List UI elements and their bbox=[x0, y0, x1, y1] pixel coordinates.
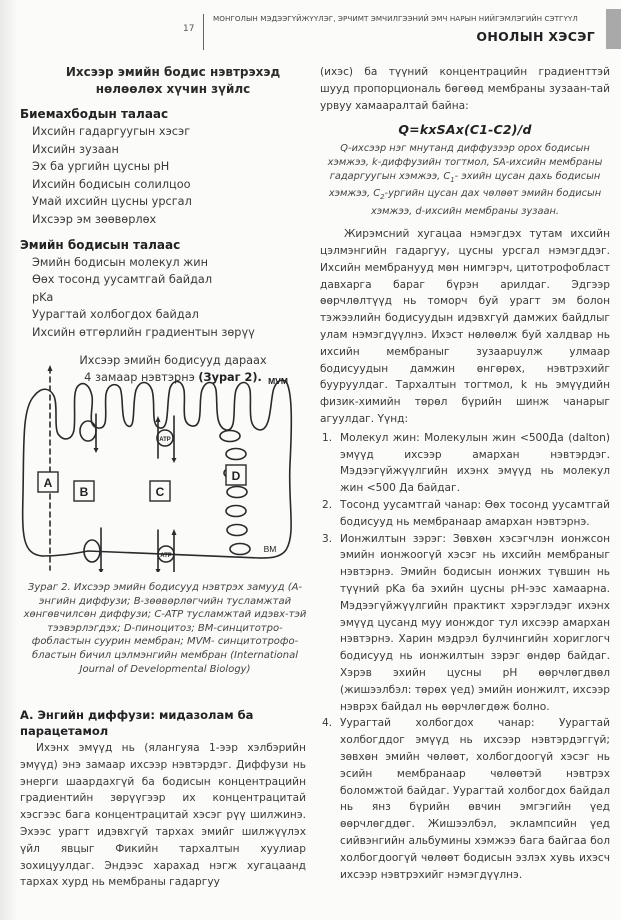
list-item: Ихсээр эм зөөвөрлөх bbox=[32, 212, 157, 226]
list-number: 3. bbox=[322, 532, 333, 545]
list-number: 2. bbox=[322, 499, 333, 512]
list-number: 4. bbox=[322, 717, 333, 730]
section-a-heading: A. Энгийн диффузи: мидазолам ба парацетамол bbox=[20, 708, 254, 738]
list-item: Умай ихсийн цусны урсгал bbox=[32, 195, 192, 209]
section-tab-marker bbox=[606, 9, 621, 49]
label-c: C bbox=[155, 485, 165, 499]
vesicle bbox=[220, 431, 240, 442]
mvm-membrane bbox=[23, 380, 292, 558]
subscript: 2 bbox=[380, 193, 385, 202]
factors-title-line-2: нөлөөлөх хүчин зүйлс bbox=[95, 82, 251, 96]
figure-intro-line-1: Ихсээр эмийн бодисууд дараах bbox=[79, 353, 267, 367]
figure-caption: Зураг 2. Ихсээр эмийн бодисууд нэвтрэх замууд (A-энгийн диффузи; B-зөөвөрлөгчийн тусламжтай хөнгөвчилсөн диффузи; C-ATP тусламжтай идэвх-тэй тээвэрлэгдэх; D-пиноцитоз; BM-синцитотро-фобластын суурин мембран; MVM- синцитотрофо-бластын бичил цэлмэнгийн мембран (International Journal of Developmental Biology) bbox=[23, 582, 307, 675]
list-item: Ихсийн зузаан bbox=[32, 142, 119, 156]
drug-factors-list bbox=[20, 254, 308, 342]
page-number: 17 bbox=[183, 24, 195, 34]
list-item bbox=[320, 497, 610, 531]
section-a-paragraph: Ихэнх эмүүд нь (ялангуяа 1-ээр хэлбэрийн эмүүд) энэ замаар ихсээр нэвтэрдэг. Диффузи нь энерги шаардахгүй ба бодисын концентрацийн градиентийн зөрүүгээр их концентрацитай хэсгээс бага концентрацитай хэсэг рүү шилжинэ. Эхээс урагт идэвхгүй тархах эмийг шилжүүлэх үйл явцыг Фикийн тархалтын хуулиар зохицуулдаг. Эндээс харахад нэгж хугацаанд тархах хурд нь мембраны гадаргуу bbox=[20, 742, 306, 889]
drug-factors-heading: Эмийн бодисын талаас bbox=[20, 237, 181, 252]
label-bm: BM bbox=[263, 544, 277, 554]
header-divider bbox=[203, 14, 204, 50]
vesicle bbox=[230, 544, 250, 555]
left-column bbox=[20, 64, 308, 889]
arrow-up-icon bbox=[172, 529, 177, 535]
bm-membrane bbox=[42, 551, 260, 558]
placenta-transport-diagram bbox=[20, 364, 308, 572]
formula-legend-part: Q-ихсээр нэг мнутанд диффузээр орох бодисын хэмжээ, k-диффузийн тогтмол, SA-ихсийн мембраны гадаргуугын хэмжээ, C bbox=[327, 143, 603, 182]
factors-title bbox=[38, 64, 308, 98]
figure-reference: (Зураг 2). bbox=[198, 370, 262, 384]
list-item: pKa bbox=[32, 290, 54, 304]
vesicle bbox=[227, 525, 247, 536]
section-title: ОНОЛЫН ХЭСЭГ bbox=[476, 29, 595, 44]
list-item: Өөх тосонд уусамтгай байдал bbox=[32, 273, 213, 287]
fick-law-paragraph: (ихэс) ба түүний концентрацийн градиенттэй шууд пропорциональ бөгөөд мембраны зузаан-тай урвуу хамааралтай байна: bbox=[320, 66, 610, 112]
label-d: D bbox=[231, 469, 241, 483]
list-item: Ихсийн бодисын солилцоо bbox=[32, 177, 191, 191]
list-item bbox=[320, 715, 610, 883]
arrow-up-icon bbox=[156, 416, 161, 422]
label-atp-top: ATP bbox=[159, 437, 171, 443]
figure-intro-text: 4 замаар нэвтэрнэ bbox=[84, 370, 195, 384]
list-item bbox=[320, 430, 610, 497]
list-item: Ихсийн өтгөрлийн градиентын зөрүү bbox=[32, 325, 255, 339]
arrowheads bbox=[48, 365, 177, 572]
vesicle bbox=[227, 487, 247, 498]
arrow-down-icon bbox=[99, 569, 104, 572]
list-item bbox=[320, 531, 610, 716]
list-item: Ихсийн гадаргуугын хэсэг bbox=[32, 125, 191, 138]
label-mvm: MVM bbox=[268, 376, 288, 386]
vesicle bbox=[226, 506, 246, 517]
list-item: Эмийн бодисын молекул жин bbox=[32, 255, 209, 269]
list-text: Тосонд уусамтгай чанар: Өөх тосонд уусамтгай бодисууд нь мембранаар амархан нэвтэрнэ. bbox=[340, 499, 610, 528]
arrow-down-icon bbox=[94, 448, 99, 453]
vesicle bbox=[226, 449, 246, 460]
properties-list bbox=[320, 430, 610, 884]
formula-legend bbox=[320, 142, 610, 218]
subscript: 1 bbox=[450, 175, 455, 184]
factors-title-line-1: Ихсээр эмийн бодис нэвтрэхэд bbox=[65, 65, 281, 79]
list-text: Молекул жин: Молекулын жин <500Да (dalton) эмүүд ихсээр амархан нэвтэрдэг. Мэдээгүйжүүлгийн ихэнх эмүүд нь молекул жин <500 Да байдаг. bbox=[340, 431, 610, 495]
label-a: A bbox=[43, 476, 53, 490]
list-text: Ионжилтын зэрэг: Зөвхөн хэсэгчлэн ионжсон эмийн ионжоогүй хэсэг нь ихсийн мембраныг нэвтэрнэ. Эмийн бодисын ионжих түвшин нь түүний pKa ба эхийн цусны pH-ээс хамаарна. Мэдээгүйжүүлгийн практикт хэрэглэдэг ихэнх эмүүд цусанд муу ионждог тул ихсээр амархан нэвтэрнэ. Харин мэдрэл булчингийн хориглогч бодисууд нь ионжилтын зэрэг өндөр байдаг. Хэрэв эхийн цусны pH өөрчлөгдвөл (жишээлбэл: төрөх үед) эмийн ионжилт, ихсээр нэврэх байдал нь өөрчлөгдөж болно. bbox=[340, 532, 610, 713]
page-edge-shadow bbox=[0, 0, 18, 920]
formula-legend-part: -ургийн цусан дах чөлөөт эмийн бодисын хэмжээ, d-ихсийн мембраны зузаан. bbox=[370, 188, 602, 217]
journal-title: МОНГОЛЫН МЭДЭЭГҮЙЖҮҮЛЭГ, ЭРЧИМТ ЭМЧИЛГЭЭНИЙ ЭМЧ НАРЫН НИЙГЭМЛЭГИЙН СЭТГҮҮЛ bbox=[213, 14, 578, 23]
maternal-factors-heading: Биемахбодын талаас bbox=[20, 107, 169, 121]
running-header bbox=[0, 0, 621, 60]
arrow-down-icon bbox=[156, 569, 161, 572]
label-atp-bottom: ATP bbox=[160, 553, 172, 559]
pregnancy-changes-paragraph: Жирэмсний хугацаа нэмэгдэх тутам ихсийн цэлмэнгийн гадаргуу, цусны урсгал нэмэгддэг. Ихсийн мембранууд мөн нимгэрч, цитотрофобласт давхарга бараг бүрэн арилдаг. Эдгээр өөрчлөлтүүд нь томорч буй урагт эм болон тэжээлийн бодисуудын идэвхгүй дамжих байдлыг улам нэмэгдүүлнэ. Ихэст нөлөөлж буй халдвар нь ихсийн мембраныг зузаарuулж улмаар бодисуудын дамжин өнгөрөх, нэвтрэхийг бууруулдаг. Тархалтын тогтмол, k нь эмүүдийн физик-химийн төрөл бүрийн шинж чанарыг агуулдаг. Үүнд: bbox=[320, 228, 610, 426]
carrier-b-top bbox=[80, 421, 96, 441]
arrow-down-icon bbox=[172, 458, 177, 463]
label-b: B bbox=[79, 485, 89, 499]
arrow-up-icon bbox=[48, 365, 53, 371]
maternal-factors-list bbox=[20, 123, 308, 229]
list-item: Эх ба ургийн цусны pH bbox=[32, 160, 170, 174]
formula-legend-part: - эхийн цусан дахь бодисын хэмжээ, C bbox=[328, 170, 601, 200]
list-item: Уурагтай холбогдох байдал bbox=[32, 308, 199, 322]
fick-formula: Q=kxSAx(C1-C2)/d bbox=[398, 122, 532, 138]
right-column bbox=[320, 64, 610, 883]
list-text: Уурагтай холбогдох чанар: Уурагтай холбогддог эмүүд нь ихсээр нэвтэрдэггүй; зөвхөн эмийн чөлөөт, холбогдоогүй хэсэг нь эсийн мембранаар чөлөөтэй нэвтрэх боломжтой байдаг. Уурагтай холбогдох байдал нь янз бүрийн өвчин эмгэгийн үед өөрчлөгддөг. Жишээлбэл, эклампсийн үед сийвэнгийн альбумины хэмжээ бага байгаа бол холбогдоогүй чөлөөт бодисын эзлэх хувь ихэсч ихсээр нэвтрэхийг нэмэгдүүлнэ. bbox=[340, 717, 610, 881]
list-number: 1. bbox=[322, 431, 333, 444]
